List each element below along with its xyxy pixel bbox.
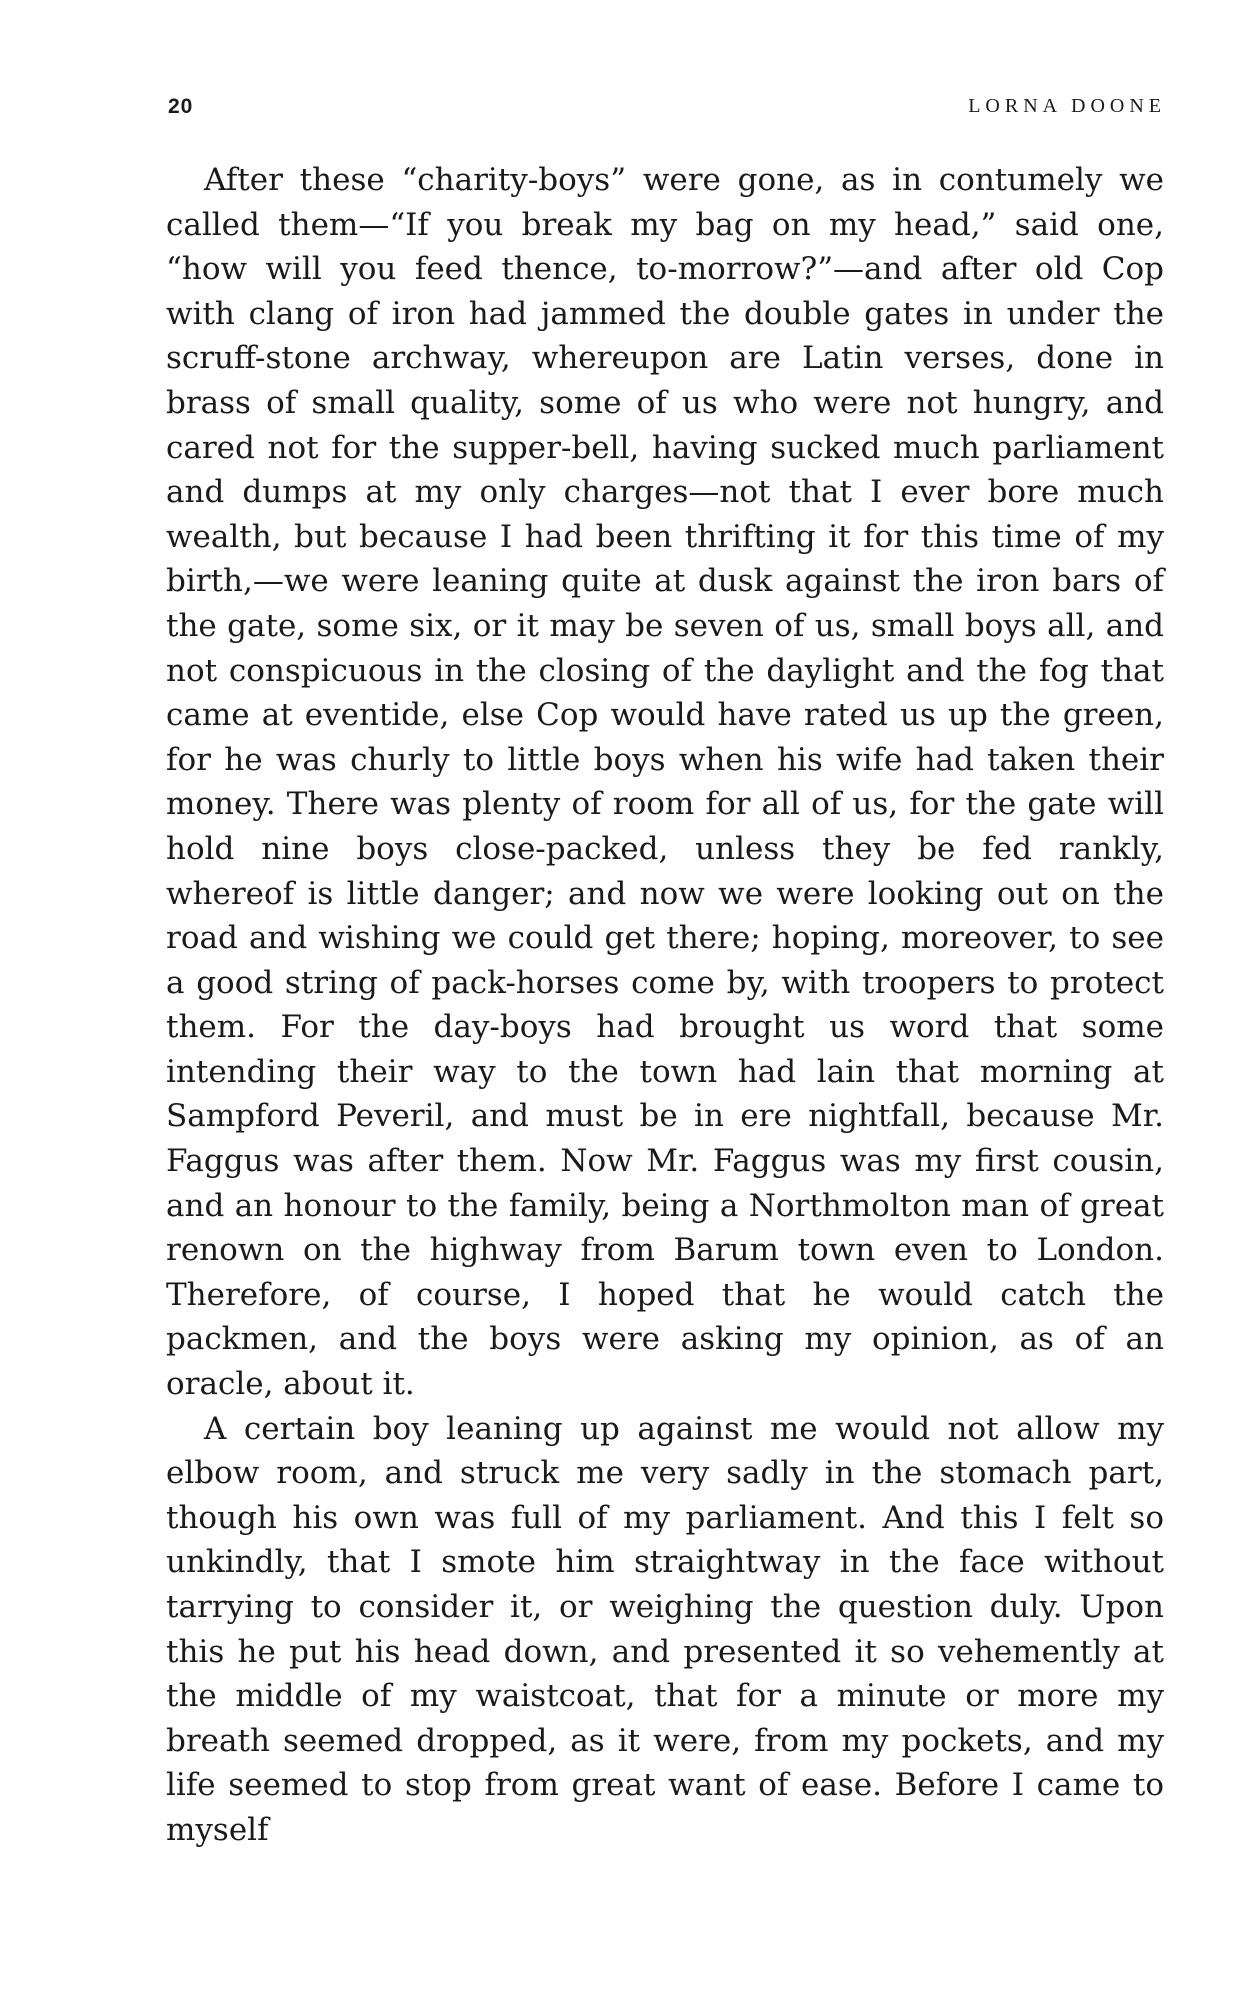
page-number: 20 <box>168 95 194 118</box>
body-text <box>166 158 1164 1853</box>
paragraph: After these “charity-boys” were gone, as in contumely we called them—“If you break my bag on my head,” said one, “how will you feed thence, to-morrow?”—and after old Cop with clang of iron had jammed the double gates in under the scruff-stone archway, whereupon are Latin verses, done in brass of small quality, some of us who were not hungry, and cared not for the supper-bell, having sucked much parliament and dumps at my only charges—not that I ever bore much wealth, but because I had been thrifting it for this time of my birth,—we were leaning quite at dusk against the iron bars of the gate, some six, or it may be seven of us, small boys all, and not conspicuous in the closing of the daylight and the fog that came at eventide, else Cop would have rated us up the green, for he was churly to little boys when his wife had taken their money. There was plenty of room for all of us, for the gate will hold nine boys close-packed, unless they be fed rankly, whereof is little danger; and now we were looking out on the road and wishing we could get there; hoping, moreover, to see a good string of pack-horses come by, with troopers to protect them. For the day-boys had brought us word that some intending their way to the town had lain that morning at Sampford Peveril, and must be in ere nightfall, because Mr. Faggus was after them. Now Mr. Faggus was my first cousin, and an honour to the family, being a Northmolton man of great renown on the highway from Barum town even to London. Therefore, of course, I hoped that he would catch the packmen, and the boys were asking my opinion, as of an oracle, about it. <box>166 162 1164 1403</box>
paragraph: A certain boy leaning up against me would not allow my elbow room, and struck me very sadly in the stomach part, though his own was full of my parliament. And this I felt so unkindly, that I smote him straightway in the face without tarrying to consider it, or weighing the question duly. Upon this he put his head down, and presented it so vehemently at the middle of my waistcoat, that for a minute or more my breath seemed dropped, as it were, from my pockets, and my life seemed to stop from great want of ease. Before I came to myself <box>166 1410 1164 1848</box>
running-title: LORNA DOONE <box>968 95 1166 117</box>
running-head <box>168 95 1166 125</box>
